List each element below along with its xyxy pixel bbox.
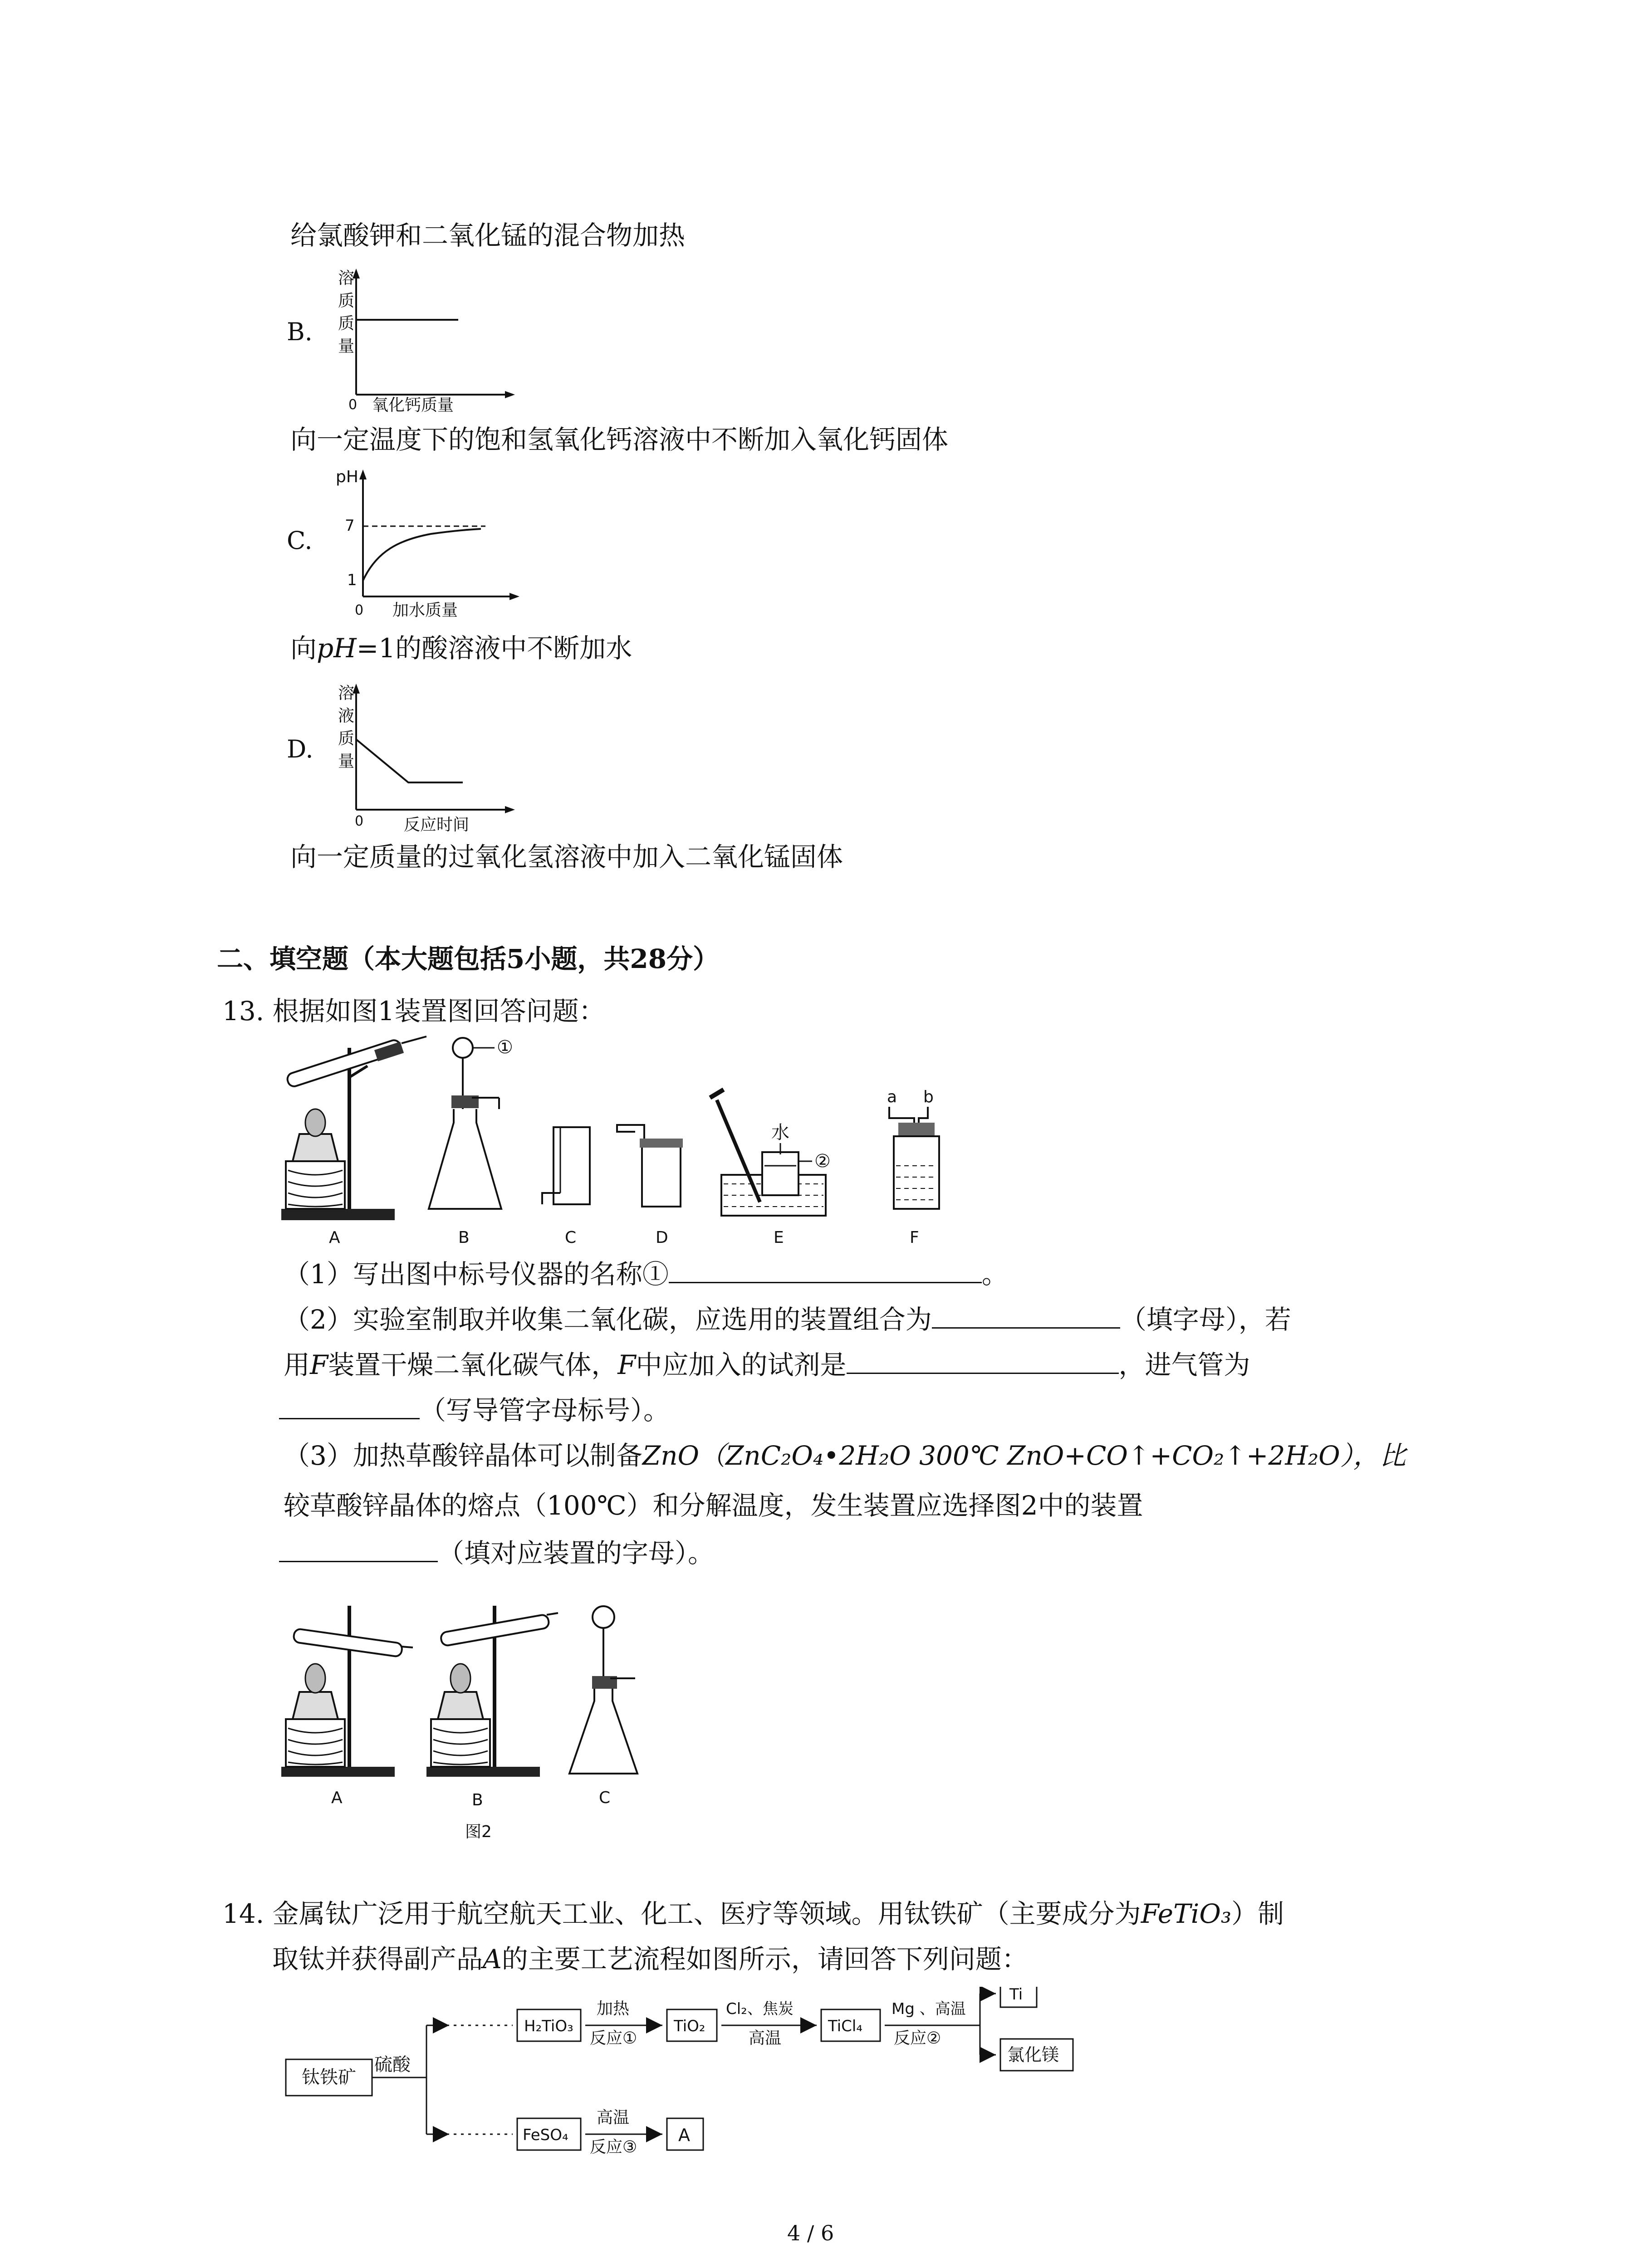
fig2-apparatus-a bbox=[281, 1606, 413, 1777]
fig1-mark-b: b bbox=[923, 1088, 934, 1106]
flow-heat: 加热 bbox=[597, 1999, 630, 2018]
flow-reaction-1: 反应① bbox=[590, 2029, 637, 2048]
apparatus-c bbox=[542, 1127, 590, 1204]
flow-ticl4: TiCl₄ bbox=[828, 2017, 862, 2035]
caption-option-b: 向一定温度下的饱和氢氧化钙溶液中不断加入氧化钙固体 bbox=[290, 424, 949, 455]
graph-b-ylabel-2: 质 bbox=[338, 292, 355, 310]
graph-d-ylabel-2: 液 bbox=[338, 707, 355, 725]
fig2-apparatus-c bbox=[569, 1606, 637, 1774]
fig2-apparatus-b bbox=[426, 1606, 558, 1777]
option-d-letter: D. bbox=[287, 735, 314, 763]
q13-part-2-line-2: 用F装置干燥二氧化碳气体，F中应加入的试剂是 ，进气管为 bbox=[284, 1349, 1250, 1380]
figure-1-apparatus bbox=[272, 1030, 953, 1247]
q14-stem-line-2: 取钛并获得副产品A的主要工艺流程如图所示，请回答下列问题： bbox=[272, 1944, 1028, 1975]
flow-mgcl2: 氯化镁 bbox=[1007, 2045, 1059, 2065]
answer-blank-1[interactable] bbox=[669, 1264, 982, 1283]
fig2-label-a: A bbox=[331, 1789, 343, 1807]
flow-feso4: FeSO₄ bbox=[523, 2126, 568, 2144]
graph-c-origin: 0 bbox=[355, 602, 364, 618]
apparatus-f bbox=[887, 1088, 939, 1209]
apparatus-e bbox=[710, 1090, 831, 1216]
flow-high-temp-2: 高温 bbox=[597, 2108, 630, 2127]
fig1-label-b: B bbox=[458, 1228, 470, 1247]
graph-d-origin: 0 bbox=[355, 813, 364, 829]
flow-h2tio3: H₂TiO₃ bbox=[524, 2017, 573, 2035]
fig1-mark-a: a bbox=[887, 1088, 897, 1106]
apparatus-b bbox=[429, 1037, 513, 1209]
q13-part-3-line-2: 较草酸锌晶体的熔点（100℃）和分解温度，发生装置应选择图2中的装置 bbox=[284, 1490, 1143, 1521]
q13-part-2-line-1: （2）实验室制取并收集二氧化碳，应选用的装置组合为 （填字母），若 bbox=[284, 1304, 1291, 1335]
graph-c bbox=[313, 465, 526, 633]
process-flow-diagram bbox=[272, 1987, 1134, 2168]
graph-d-ylabel-4: 量 bbox=[338, 752, 355, 771]
apparatus-a bbox=[281, 1036, 426, 1220]
option-c-letter: C. bbox=[287, 526, 313, 555]
graph-b-xlabel: 氧化钙质量 bbox=[372, 396, 454, 415]
section-title: 二、填空题（本大题包括5小题，共28分） bbox=[217, 943, 720, 974]
figure-2-apparatus bbox=[272, 1597, 681, 1851]
graph-c-tick-7: 7 bbox=[345, 517, 355, 535]
page-number: 4 / 6 bbox=[787, 2221, 834, 2245]
graph-c-tick-1: 1 bbox=[347, 571, 357, 589]
option-b-letter: B. bbox=[287, 318, 313, 346]
graph-d-ylabel-3: 质 bbox=[338, 729, 355, 748]
q14-stem-line-1: 14. 金属钛广泛用于航空航天工业、化工、医疗等领域。用钛铁矿（主要成分为FeTiO₃）制 bbox=[222, 1898, 1284, 1929]
graph-b-ylabel-4: 量 bbox=[338, 337, 355, 356]
graph-d-ylabel-1: 溶 bbox=[338, 684, 355, 703]
answer-blank-5[interactable] bbox=[279, 1543, 438, 1562]
flow-high-temp-1: 高温 bbox=[749, 2029, 782, 2048]
graph-c-xlabel: 加水质量 bbox=[392, 601, 458, 620]
answer-blank-2[interactable] bbox=[932, 1309, 1120, 1329]
graph-c-ylabel: pH bbox=[336, 468, 358, 486]
flow-ti: Ti bbox=[1009, 1987, 1023, 2004]
flow-mg: Mg 、高温 bbox=[892, 2000, 966, 2018]
fig1-mark-1: ① bbox=[497, 1037, 513, 1058]
flow-ore: 钛铁矿 bbox=[302, 2067, 356, 2088]
graph-b bbox=[313, 263, 526, 422]
fig1-label-e: E bbox=[774, 1228, 784, 1247]
graph-d bbox=[313, 678, 526, 841]
fig1-mark-water: 水 bbox=[771, 1122, 789, 1143]
fig1-label-d: D bbox=[656, 1228, 668, 1247]
fig1-label-f: F bbox=[910, 1228, 919, 1247]
q13-part-3-line-3: （填对应装置的字母）。 bbox=[279, 1540, 714, 1566]
fig2-label-c: C bbox=[599, 1789, 611, 1807]
fig1-label-a: A bbox=[329, 1228, 340, 1247]
q13-part-3-line-1: （3）加热草酸锌晶体可以制备ZnO（ZnC₂O₄•2H₂O 300℃ ZnO+CO↑+CO₂↑+2H₂O），比 bbox=[284, 1440, 1406, 1471]
fig1-label-c: C bbox=[565, 1228, 577, 1247]
flow-cl2: Cl₂、焦炭 bbox=[726, 2000, 794, 2018]
flow-reaction-2: 反应② bbox=[894, 2029, 941, 2048]
caption-option-c: 向pH=1的酸溶液中不断加水 bbox=[290, 633, 632, 664]
fig1-mark-2: ② bbox=[814, 1151, 831, 1172]
q13-part-2-line-3: （写导管字母标号）。 bbox=[279, 1397, 670, 1423]
graph-b-origin: 0 bbox=[348, 397, 358, 413]
flow-product-a: A bbox=[678, 2125, 690, 2145]
answer-blank-3[interactable] bbox=[847, 1354, 1119, 1374]
caption-option-a: 给氯酸钾和二氧化锰的混合物加热 bbox=[290, 220, 686, 251]
apparatus-d bbox=[617, 1125, 683, 1207]
graph-b-ylabel-1: 溶 bbox=[338, 269, 355, 288]
flow-tio2: TiO₂ bbox=[674, 2017, 705, 2035]
flow-acid: 硫酸 bbox=[374, 2054, 411, 2075]
q13-part-1: （1）写出图中标号仪器的名称① 。 bbox=[284, 1259, 1008, 1290]
graph-d-xlabel: 反应时间 bbox=[404, 816, 470, 834]
flow-reaction-3: 反应③ bbox=[590, 2138, 637, 2156]
fig2-label-b: B bbox=[472, 1791, 483, 1809]
graph-b-ylabel-3: 质 bbox=[338, 314, 355, 333]
caption-option-d: 向一定质量的过氧化氢溶液中加入二氧化锰固体 bbox=[290, 841, 843, 872]
answer-blank-4[interactable] bbox=[279, 1400, 420, 1419]
q13-stem: 13. 根据如图1装置图回答问题： bbox=[222, 996, 605, 1026]
fig2-caption: 图2 bbox=[465, 1823, 492, 1841]
